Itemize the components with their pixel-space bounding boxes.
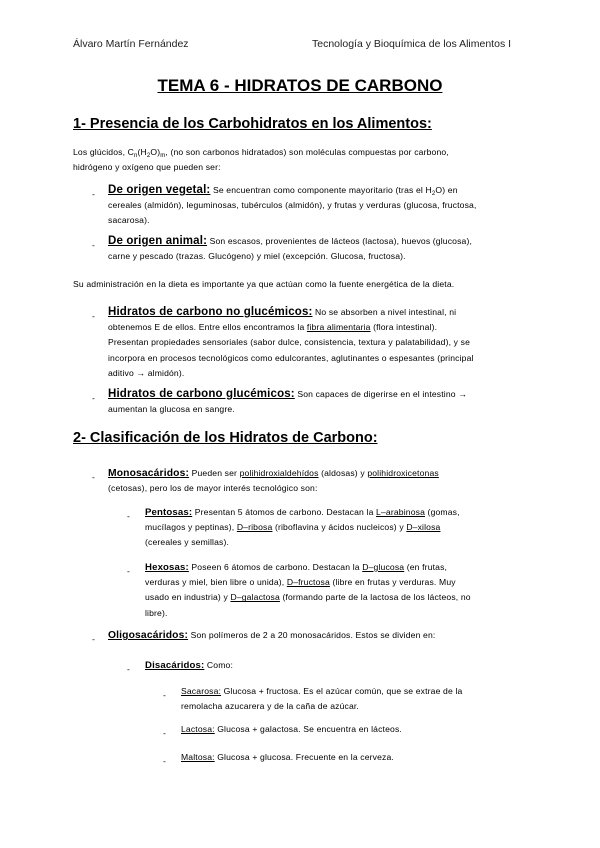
list-bullet: - [92,634,95,644]
item-lead: Disacáridos: [145,660,205,671]
item-text: Como: [204,660,233,670]
item-text: libre). [145,607,168,618]
item-text: obtenemos E de ellos. Entre ellos encontramos la [108,322,307,333]
item-lead: Lactosa: [181,724,215,734]
item-text: (cetosas), pero los de mayor interés tecnológico son: [108,483,318,494]
item-text: incorpora en procesos tecnológicos como edulcorantes, aglutinantes o espesantes (principal [108,352,474,363]
item-text: No se absorben a nivel intestinal, ni [312,307,457,317]
intro-sub-n: n [134,153,138,159]
list-bullet: - [127,566,130,576]
item-text: Presentan 5 átomos de carbono. Destacan la [192,507,377,517]
item-text: Son capaces de digerirse en el intestino → [294,389,467,399]
item-text: O) en [435,185,458,195]
term-d-fructosa: D–fructosa [286,577,330,588]
item-text: (cereales y semillas). [145,537,230,548]
item-text: (formando parte de la lactosa de los lácteos, no [279,592,471,603]
item-text: aditivo → almidón). [108,367,185,378]
list-item-glucemicos [108,387,467,417]
item-text: verduras y miel, bien libre o unida), [145,577,287,588]
term-polihidroxicetonas: polihidroxicetonas [367,468,439,478]
item-text: Son escasos, provenientes de lácteos (lactosa), huevos (glucosa), [207,236,473,246]
item-text: (aldosas) y [318,468,368,478]
intro-sub-2: 2 [146,153,151,159]
intro-text: O) [150,147,161,157]
item-lead: De origen vegetal: [108,184,211,196]
item-text: Presentan propiedades sensoriales (sabor dulce, consistencia, textura y palatabilidad), y se [108,337,471,348]
list-item-monosacaridos [108,466,439,496]
fibra-alimentaria-term: fibra alimentaria [306,322,371,333]
list-bullet: - [92,472,95,482]
item-text: Glucosa + galactosa. Se encuentra en lácteos. [214,724,402,734]
item-text: Pueden ser [189,468,240,478]
term-d-ribosa: D–ribosa [236,522,273,533]
list-item-lactosa [181,722,402,737]
intro-text: Los glúcidos, C [73,147,135,157]
section-1-heading: 1- Presencia de los Carbohidratos en los Alimentos: [73,116,432,132]
list-item-no-glucemicos [108,305,474,381]
item-lead: Hexosas: [145,562,189,573]
list-item-oligosacaridos [108,628,435,643]
list-bullet: - [127,664,130,674]
item-text: Se encuentran como componente mayoritario (tras el H [210,185,432,195]
document-title: TEMA 6 - HIDRATOS DE CARBONO [157,76,443,95]
list-bullet: - [92,311,95,321]
item-text: Glucosa + glucosa. Frecuente en la cerveza. [214,752,394,762]
item-lead: De origen animal: [108,235,208,247]
term-d-glucosa: D–glucosa [362,562,405,572]
item-text: (libre en frutas y verduras. Muy [329,577,456,588]
item-lead: Sacarosa: [181,686,222,696]
item-text: aumentan la glucosa en sangre. [108,404,235,415]
list-bullet: - [127,511,130,521]
list-item-origen-vegetal [108,183,477,229]
item-lead: Monosacáridos: [108,468,190,479]
item-lead: Hidratos de carbono glucémicos: [108,388,295,400]
term-polihidroxialdehidos: polihidroxialdehídos [239,468,319,478]
item-lead: Oligosacáridos: [108,630,189,641]
list-item-origen-animal [108,234,472,264]
item-text: mucílagos y peptinas), [145,522,237,533]
item-text: usado en industria) y [145,592,231,603]
item-sub: 2 [431,191,436,197]
list-bullet: - [163,728,166,738]
list-bullet: - [92,189,95,199]
intro-sub-m: m [160,153,166,159]
item-text: Poseen 6 átomos de carbono. Destacan la [188,562,363,572]
item-lead: Hidratos de carbono no glucémicos: [108,306,313,318]
term-l-arabinosa: L–arabinosa [376,507,426,517]
item-text: carne y pescado (trazas. Glucógeno) y miel (excepción. Glucosa, fructosa). [108,251,406,262]
list-item-maltosa [181,750,394,765]
list-bullet: - [92,393,95,403]
list-item-disacaridos [145,658,233,673]
administration-paragraph: Su administración en la dieta es importante ya que actúan como la fuente energética de la dieta. [73,279,455,289]
item-text: remolacha azucarera y de la caña de azúcar. [181,701,359,712]
header-course: Tecnología y Bioquímica de los Alimentos I [312,38,512,50]
list-item-sacarosa [181,684,462,714]
intro-text: (H [137,147,147,157]
header-author: Álvaro Martín Fernández [73,38,189,50]
list-item-pentosas [145,505,460,551]
section-1-intro [73,145,449,175]
intro-text: , (no son carbonos hidratados) son moléculas compuestas por carbono, [165,147,449,157]
item-text: Son polímeros de 2 a 20 monosacáridos. Estos se dividen en: [188,630,436,640]
item-text: cereales (almidón), leguminosas, tubérculos (almidón), y frutas y verduras (glucosa, fructosa, [108,200,477,211]
item-text: (gomas, [425,507,460,517]
item-lead: Pentosas: [145,507,193,518]
item-lead: Maltosa: [181,752,215,762]
list-bullet: - [92,240,95,250]
item-text: sacarosa). [108,215,150,226]
list-item-hexosas [145,560,471,621]
section-2-heading: 2- Clasificación de los Hidratos de Carbono: [73,430,378,446]
intro-text: hidrógeno y oxígeno que pueden ser: [73,162,221,173]
term-d-galactosa: D–galactosa [230,592,280,603]
list-bullet: - [163,690,166,700]
item-text: Glucosa + fructosa. Es el azúcar común, que se extrae de la [221,686,463,696]
list-bullet: - [163,756,166,766]
term-d-xilosa: D–xilosa [406,522,441,533]
item-text: (riboflavina y ácidos nucleicos) y [272,522,407,533]
item-text: (flora intestinal). [370,322,438,333]
item-text: (en frutas, [404,562,448,572]
